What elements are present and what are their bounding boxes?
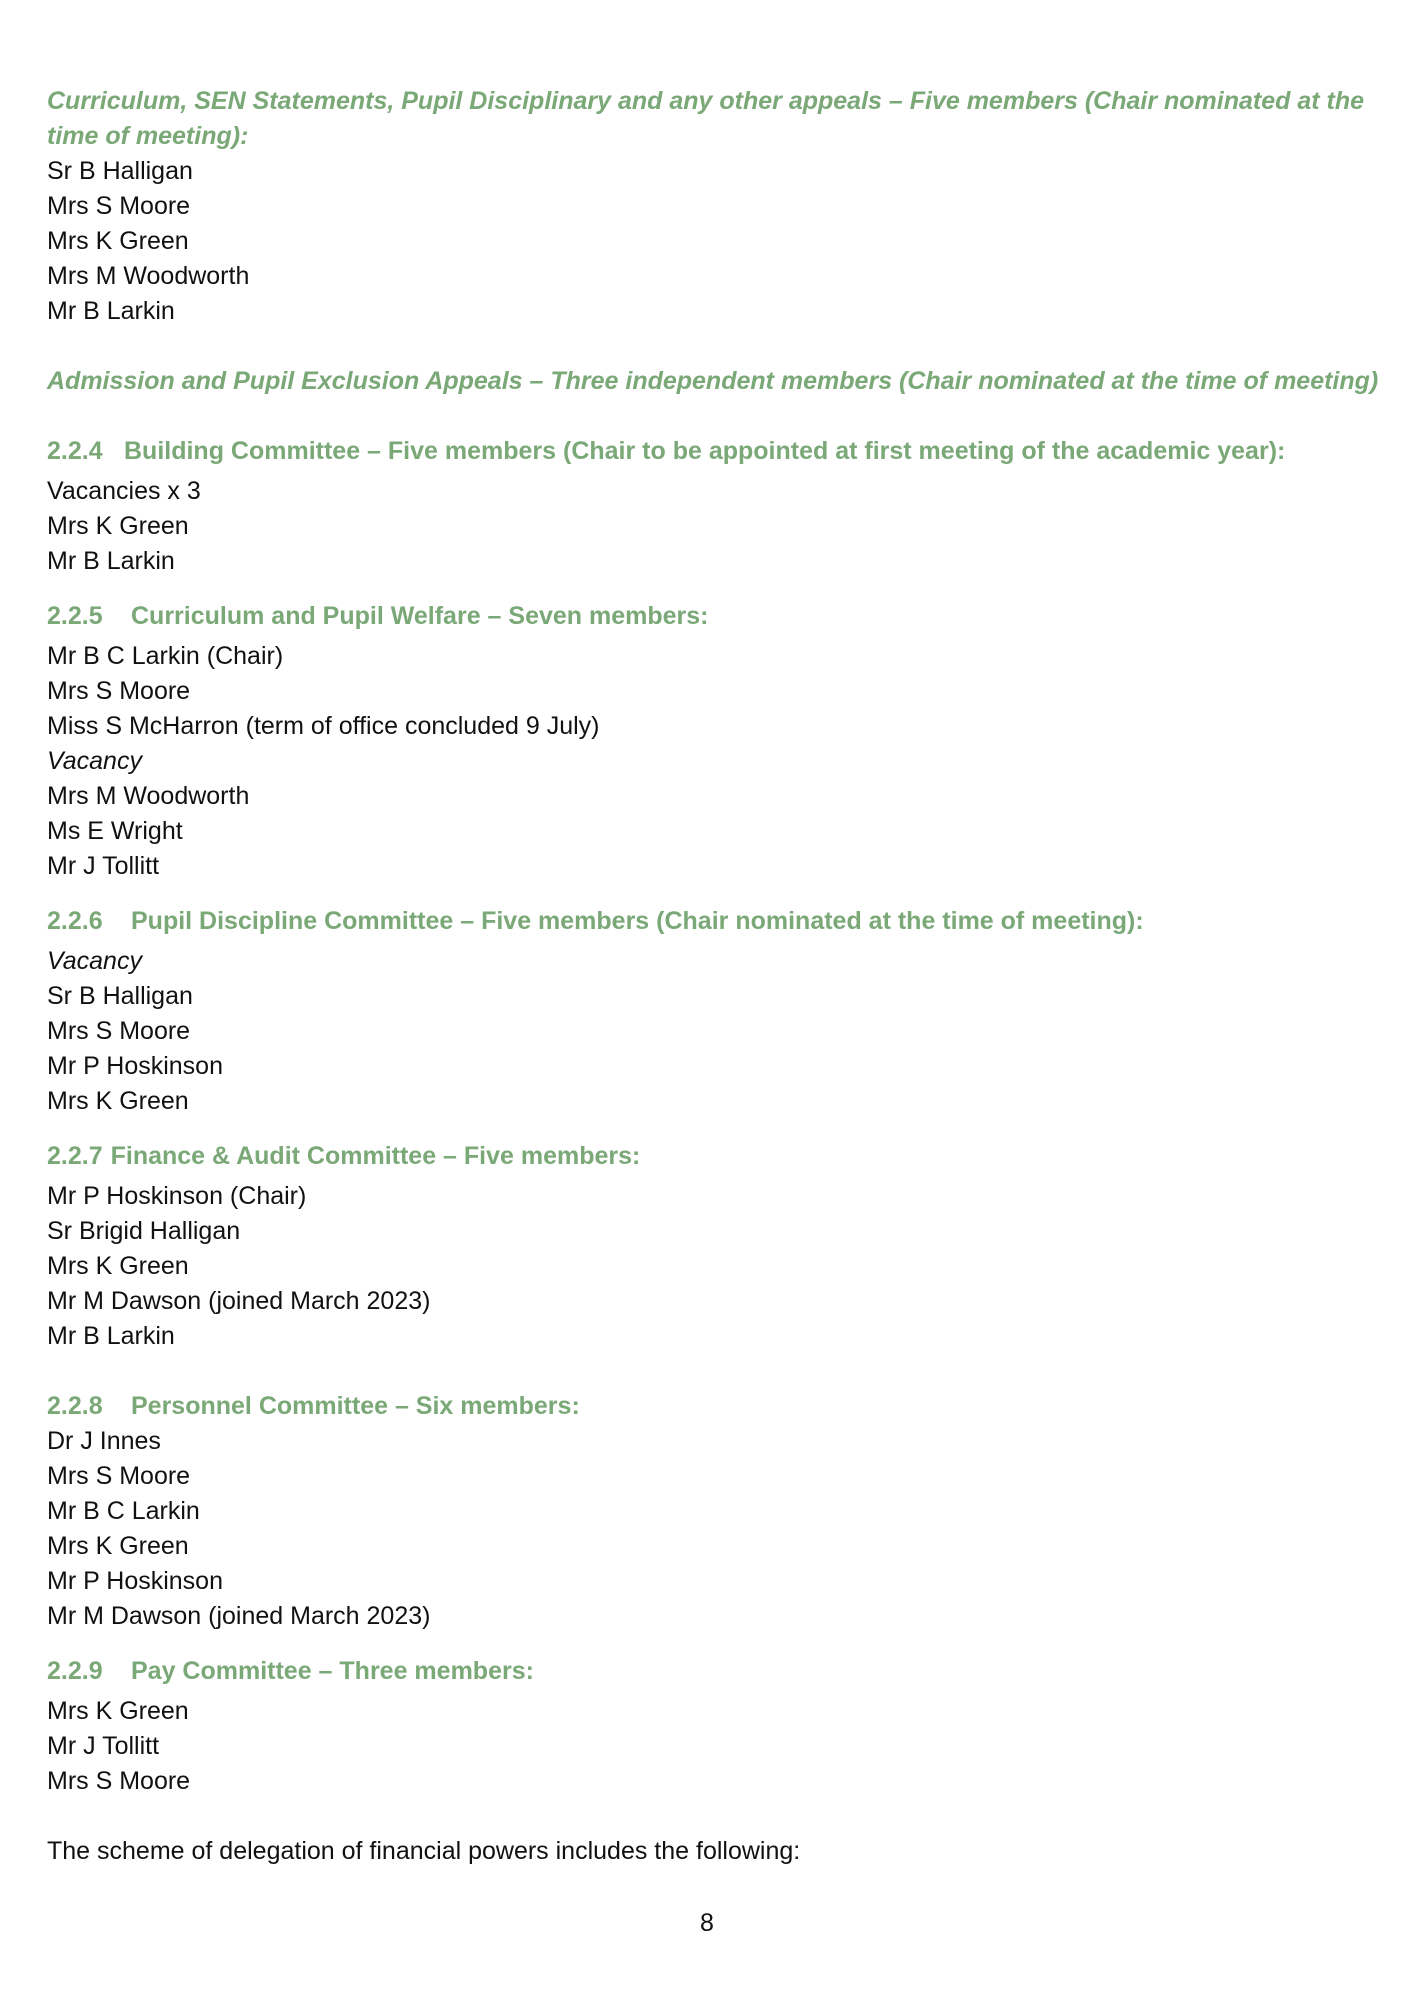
member-name: Mr B Larkin [47,297,175,325]
section-title: Finance & Audit Committee – Five members: [110,1142,641,1170]
member-name: Mr M Dawson (joined March 2023) [47,1602,431,1630]
member-name: Mrs S Moore [47,192,191,220]
building-committee-heading [47,434,1377,469]
member-name: Dr J Innes [47,1427,161,1455]
vacancy-entry: Vacancy [47,747,142,775]
section-number: 2.2.9 [47,1657,103,1685]
member-name: Mrs S Moore [47,1017,191,1045]
member-name: Sr B Halligan [47,157,193,185]
member-name: Mrs K Green [47,512,189,540]
member-name: Mr J Tollitt [47,1732,160,1760]
member-name: Mr P Hoskinson (Chair) [47,1182,307,1210]
member-name: Mrs K Green [47,1252,189,1280]
member-name: Ms E Wright [47,817,183,845]
member-name: Mrs M Woodworth [47,262,250,290]
section-number: 2.2.4 [47,437,103,465]
member-name: Mrs K Green [47,1532,189,1560]
member-name: Mr P Hoskinson [47,1567,223,1595]
discipline-committee-heading [47,904,1377,939]
pay-committee-heading [47,1654,1377,1689]
curriculum-committee-heading [47,599,1377,634]
member-name: Mr B Larkin [47,1322,175,1350]
closing-paragraph: The scheme of delegation of financial powers includes the following: [47,1837,801,1865]
member-name: Mrs S Moore [47,1462,191,1490]
member-name: Sr B Halligan [47,982,193,1010]
member-name: Mrs K Green [47,1697,189,1725]
vacancy-entry: Vacancy [47,947,142,975]
member-name: Mr J Tollitt [47,852,160,880]
personnel-committee-heading [47,1389,1377,1424]
admission-appeals-heading: Admission and Pupil Exclusion Appeals – Three independent members (Chair nominated at the time of meeting) [47,367,1379,395]
member-name: Mrs S Moore [47,1767,191,1795]
member-name: Sr Brigid Halligan [47,1217,241,1245]
member-name: Mrs K Green [47,1087,189,1115]
section-title: Pay Committee – Three members: [131,1657,534,1685]
page-number: 8 [700,1909,714,1937]
section-number: 2.2.5 [47,602,103,630]
section-title: Building Committee – Five members (Chair to be appointed at first meeting of the academic year): [124,437,1286,465]
section-title: Personnel Committee – Six members: [131,1392,580,1420]
member-name: Mrs K Green [47,227,189,255]
section-title: Curriculum and Pupil Welfare – Seven members: [131,602,709,630]
finance-committee-heading [47,1139,1377,1174]
section-title: Pupil Discipline Committee – Five members (Chair nominated at the time of meeting): [131,907,1144,935]
member-name: Mr P Hoskinson [47,1052,223,1080]
member-name: Mr B C Larkin (Chair) [47,642,284,670]
member-name: Mrs S Moore [47,677,191,705]
member-name: Miss S McHarron (term of office concluded 9 July) [47,712,600,740]
section-number: 2.2.8 [47,1392,103,1420]
section-number: 2.2.7 [47,1142,103,1170]
member-name: Mr B C Larkin [47,1497,200,1525]
member-name: Mr M Dawson (joined March 2023) [47,1287,431,1315]
member-name: Mrs M Woodworth [47,782,250,810]
section-number: 2.2.6 [47,907,103,935]
document-page [47,84,1377,1869]
member-name: Mr B Larkin [47,547,175,575]
appeals-heading: Curriculum, SEN Statements, Pupil Disciplinary and any other appeals – Five members (Chair nominated at the time of meeting): [47,87,1365,150]
member-name: Vacancies x 3 [47,477,201,505]
